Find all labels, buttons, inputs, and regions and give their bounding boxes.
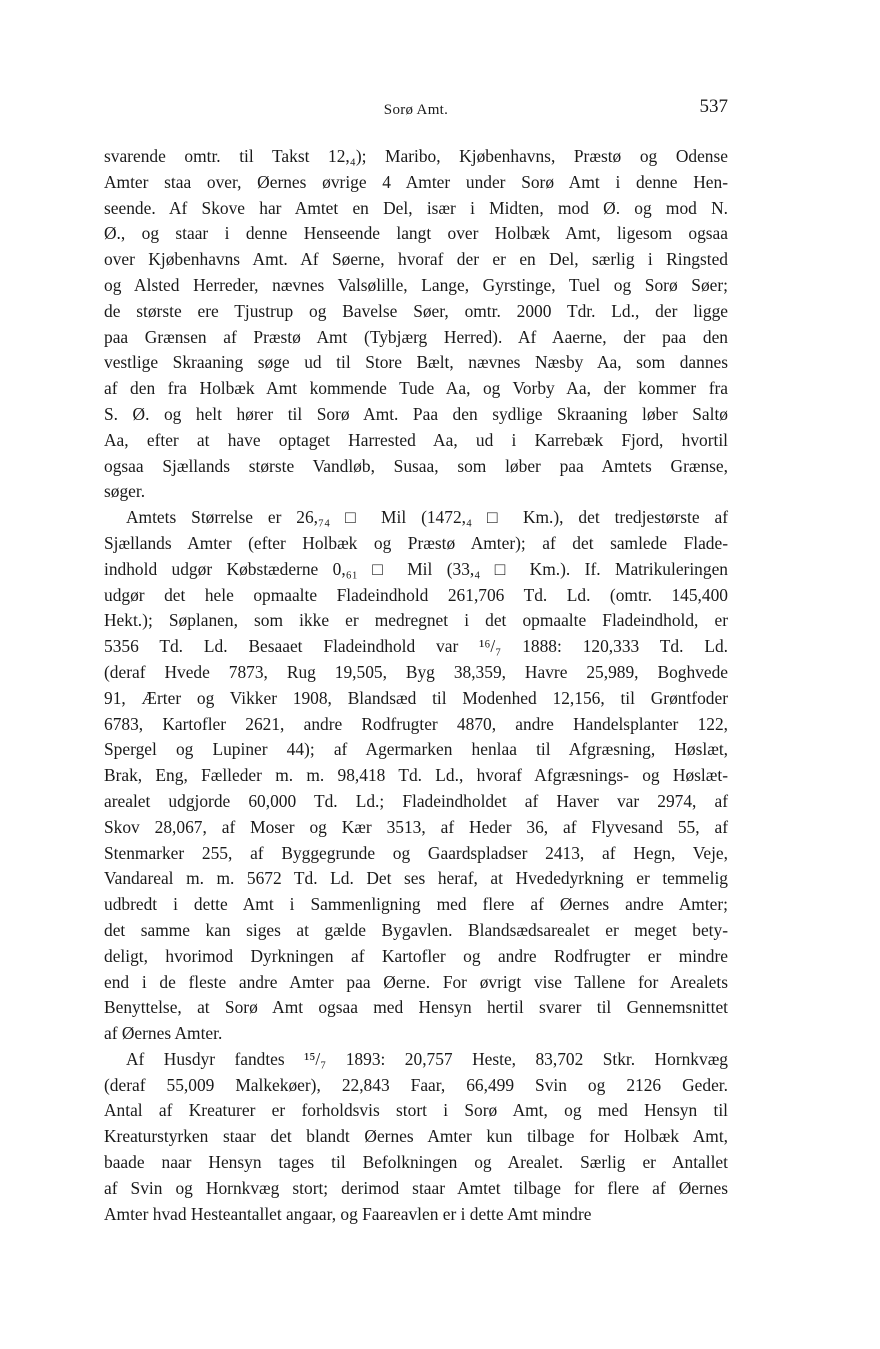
text-line: Stenmarker 255, af Byggegrunde og Gaardspladser 2413, af Hegn, Veje, — [104, 842, 728, 863]
text-line: Vandareal m. m. 5672 Td. Ld. Det ses heraf, at Hvededyrkning er temmelig — [104, 868, 728, 889]
text-line: af Øernes Amter. — [104, 1023, 223, 1044]
text-line: Benyttelse, at Sorø Amt ogsaa med Hensyn hertil svarer til Gennemsnittet — [104, 997, 728, 1018]
text-line: Hekt.); Søplanen, som ikke er medregnet i det opmaalte Fladeindhold, er — [104, 610, 728, 631]
text-line: end i de fleste andre Amter paa Øerne. For øvrigt vise Tallene for Arealets — [104, 971, 728, 992]
text-line: Brak, Eng, Fælleder m. m. 98,418 Td. Ld., hvoraf Afgræsnings- og Høslæt- — [104, 765, 728, 786]
text-line: og Alsted Herreder, nævnes Valsølille, Lange, Gyrstinge, Tuel og Sorø Søer; — [104, 274, 728, 295]
text-line: 6783, Kartofler 2621, andre Rodfrugter 4870, andre Handelsplanter 122, — [104, 713, 728, 734]
page-header — [104, 96, 728, 126]
text-line: (deraf Hvede 7873, Rug 19,505, Byg 38,359, Havre 25,989, Boghvede — [104, 661, 728, 682]
text-line: paa Grænsen af Præstø Amt (Tybjærg Herred). Af Aaerne, der paa den — [104, 326, 728, 347]
text-line: de største ere Tjustrup og Bavelse Søer, omtr. 2000 Tdr. Ld., der ligge — [104, 300, 728, 321]
text-line: Aa, efter at have optaget Harrested Aa, ud i Karrebæk Fjord, hvortil — [104, 429, 728, 450]
text-line: vestlige Skraaning søge ud til Store Bælt, nævnes Næsby Aa, som dannes — [104, 352, 728, 373]
text-line: indhold udgør Købstæderne 0,₆₁ □ Mil (33,₄ □ Km.). If. Matrikuleringen — [104, 558, 728, 579]
text-line: udgør det hele opmaalte Fladeindhold 261,706 Td. Ld. (omtr. 145,400 — [104, 584, 728, 605]
text-line: over Kjøbenhavns Amt. Af Søerne, hvoraf der er en Del, særlig i Ringsted — [104, 249, 728, 270]
text-line: af Svin og Hornkvæg stort; derimod staar Amtet tilbage for flere af Øernes — [104, 1177, 728, 1198]
text-line: 91, Ærter og Vikker 1908, Blandsæd til Modenhed 12,156, til Grøntfoder — [104, 687, 728, 708]
text-line: baade naar Hensyn tages til Befolkningen og Arealet. Særlig er Antallet — [104, 1152, 728, 1173]
text-line: Spergel og Lupiner 44); af Agermarken henlaa til Afgræsning, Høslæt, — [104, 739, 728, 760]
text-line: deligt, hvorimod Dyrkningen af Kartofler og andre Rodfrugter er mindre — [104, 945, 728, 966]
text-line: søger. — [104, 481, 146, 502]
text-line: 5356 Td. Ld. Besaaet Fladeindhold var ¹⁶/₇ 1888: 120,333 Td. Ld. — [104, 636, 728, 657]
text-line: Ø., og staar i denne Henseende langt over Holbæk Amt, ligesom ogsaa — [104, 223, 728, 244]
text-line: Amter hvad Hesteantallet angaar, og Faareavlen er i dette Amt mindre — [104, 1203, 592, 1224]
text-line: Kreaturstyrken staar det blandt Øernes Amter kun tilbage for Holbæk Amt, — [104, 1126, 728, 1147]
paragraph — [104, 144, 728, 505]
text-line: seende. Af Skove har Amtet en Del, især i Midten, mod Ø. og mod N. — [104, 197, 728, 218]
paragraph — [104, 505, 728, 1047]
body-text — [104, 144, 728, 1227]
text-line: Amtets Størrelse er 26,₇₄ □ Mil (1472,₄ □ Km.), det tredjestørste af — [126, 507, 728, 528]
text-line: Amter staa over, Øernes øvrige 4 Amter under Sorø Amt i denne Hen- — [104, 171, 728, 192]
paragraphs — [104, 144, 728, 1227]
text-line: (deraf 55,009 Malkekøer), 22,843 Faar, 66,499 Svin og 2126 Geder. — [104, 1074, 728, 1095]
paragraph — [104, 1047, 728, 1228]
text-line: Skov 28,067, af Moser og Kær 3513, af Heder 36, af Flyvesand 55, af — [104, 816, 728, 837]
text-line: det samme kan siges at gælde Bygavlen. Blandsædsarealet er meget bety- — [104, 919, 728, 940]
page-number: 537 — [699, 96, 728, 117]
text-line: Sjællands Amter (efter Holbæk og Præstø Amter); af det samlede Flade- — [104, 532, 728, 553]
text-line: ogsaa Sjællands største Vandløb, Susaa, som løber paa Amtets Grænse, — [104, 455, 728, 476]
text-line: Antal af Kreaturer er forholdsvis stort i Sorø Amt, og med Hensyn til — [104, 1100, 728, 1121]
text-line: udbredt i dette Amt i Sammenligning med flere af Øernes andre Amter; — [104, 894, 728, 915]
text-line: Af Husdyr fandtes ¹⁵/₇ 1893: 20,757 Heste, 83,702 Stkr. Hornkvæg — [126, 1048, 728, 1069]
text-line: S. Ø. og helt hører til Sorø Amt. Paa den sydlige Skraaning løber Saltø — [104, 403, 728, 424]
running-title: Sorø Amt. — [383, 102, 449, 118]
text-line: arealet udgjorde 60,000 Td. Ld.; Fladeindholdet af Haver var 2974, af — [104, 790, 728, 811]
text-line: af den fra Holbæk Amt kommende Tude Aa, og Vorby Aa, der kommer fra — [104, 378, 728, 399]
text-line: svarende omtr. til Takst 12,₄); Maribo, Kjøbenhavns, Præstø og Odense — [104, 146, 728, 166]
